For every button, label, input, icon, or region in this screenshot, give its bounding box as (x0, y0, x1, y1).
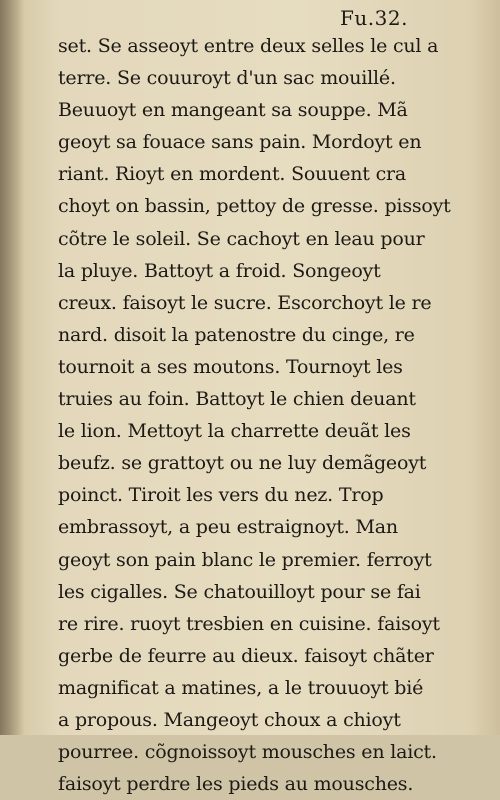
binding-gutter-shadow (0, 0, 24, 735)
text-line: tournoit a ses moutons. Tournoyt les (58, 355, 403, 378)
text-line: beufz. se grattoyt ou ne luy demãgeoyt (58, 452, 427, 475)
text-line: le lion. Mettoyt la charrette deuãt les (58, 420, 411, 443)
text-line: creux. faisoyt le sucre. Escorchoyt le re (58, 291, 432, 314)
text-line: geoyt sa fouace sans pain. Mordoyt en (58, 131, 422, 154)
text-line: poinct. Tiroit les vers du nez. Trop (58, 484, 384, 507)
text-line: pourree. cõgnoissoyt mousches en laict. (58, 741, 437, 764)
text-line: choyt on bassin, pettoy de gresse. pissoyt (58, 195, 451, 218)
text-line: geoyt son pain blanc le premier. ferroyt (58, 548, 432, 571)
text-line: la pluye. Battoyt a froid. Songeoyt (58, 259, 381, 282)
text-line: a propous. Mangeoyt choux a chioyt (58, 708, 401, 731)
folio-number: Fu.32. (340, 6, 408, 30)
text-line: les cigalles. Se chatouilloyt pour se fai (58, 580, 421, 603)
text-block (58, 30, 470, 800)
text-line: Beuuoyt en mangeant sa souppe. Mã (58, 99, 408, 122)
text-line: terre. Se couuroyt d'un sac mouillé. (58, 67, 396, 90)
text-line: truies au foin. Battoyt le chien deuant (58, 388, 416, 411)
text-line: riant. Rioyt en mordent. Souuent cra (58, 163, 407, 186)
text-line: embrassoyt, a peu estraignoyt. Man (58, 516, 398, 539)
text-line: gerbe de feurre au dieux. faisoyt chãter (58, 644, 434, 667)
text-line: set. Se asseoyt entre deux selles le cul a (58, 35, 439, 57)
text-line: faisoyt perdre les pieds au mousches. (58, 773, 414, 796)
text-line: magnificat a matines, a le trouuoyt bié (58, 676, 424, 699)
text-line: cõtre le soleil. Se cachoyt en leau pour (58, 227, 425, 250)
text-line: nard. disoit la patenostre du cinge, re (58, 323, 415, 346)
text-line: re rire. ruoyt tresbien en cuisine. faisoyt (58, 612, 440, 635)
